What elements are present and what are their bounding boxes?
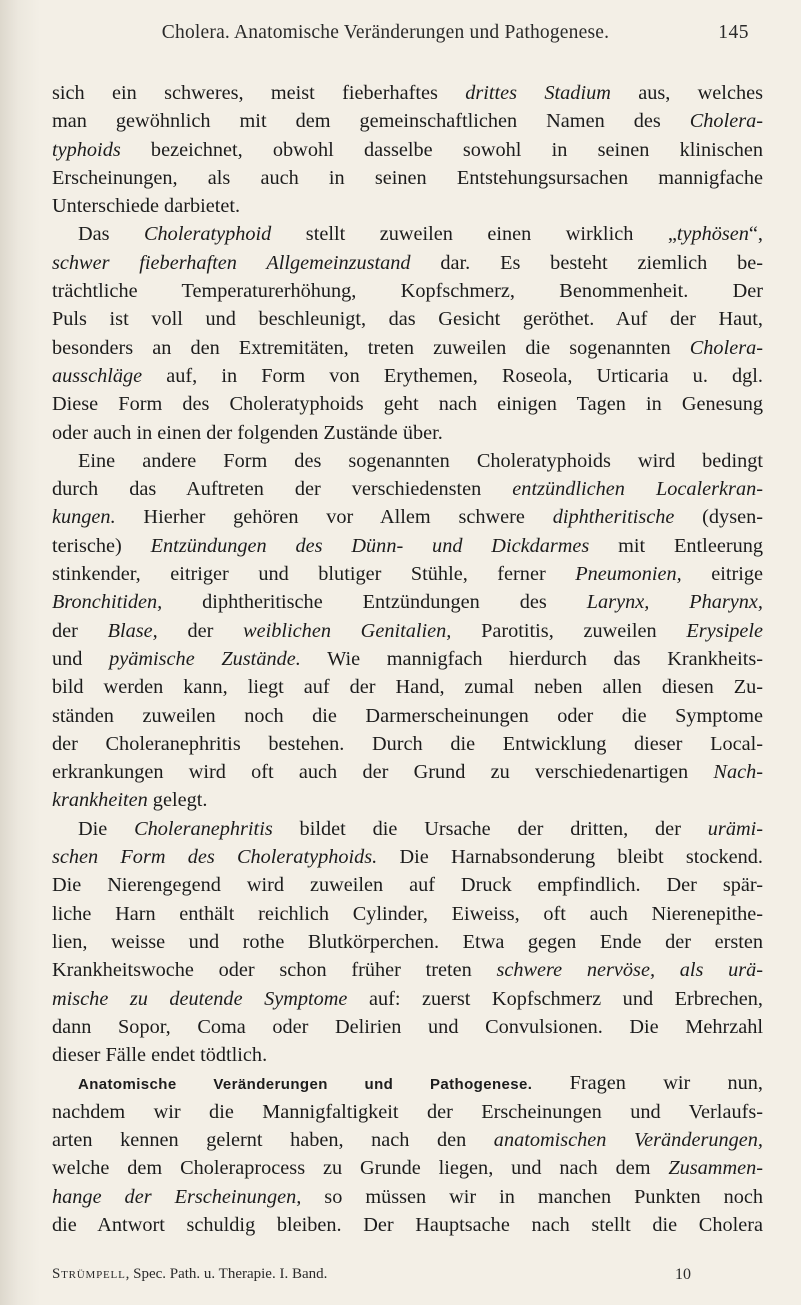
- text-line: [52, 136, 763, 164]
- emphasized-text: entzündlichen Localerkran-: [512, 478, 763, 501]
- text-line: [52, 645, 763, 673]
- text-line: [52, 334, 763, 362]
- text-segment: bild werden kann, liegt auf der Hand, zumal neben allen diesen Zu-: [52, 676, 763, 699]
- text-segment: durch das Auftreten der verschiedensten: [52, 478, 513, 501]
- body-text: [52, 79, 763, 1239]
- text-segment: arten kennen gelernt haben, nach den: [52, 1128, 494, 1151]
- emphasized-text: typhoids: [52, 138, 121, 161]
- text-segment: sich ein schweres, meist fieberhaftes: [52, 82, 466, 104]
- text-line: [52, 277, 763, 305]
- text-segment: Puls ist voll und beschleunigt, das Gesicht geröthet. Auf der Haut,: [52, 308, 763, 331]
- text-segment: aus, welches: [610, 82, 763, 104]
- emphasized-text: weiblichen Genitalien,: [243, 619, 452, 642]
- page-number: 145: [718, 22, 749, 43]
- emphasized-text: Cholera-: [689, 110, 763, 133]
- footer-source: , Spec. Path. u. Therapie. I. Band.: [125, 1266, 328, 1282]
- text-segment: Wie mannigfach hierdurch das Krankheits-: [300, 647, 763, 670]
- running-header: [92, 22, 749, 58]
- text-segment: liche Harn enthält reichlich Cylinder, Eiweiss, oft auch Nierenepithe-: [52, 902, 763, 925]
- emphasized-text: anatomischen Veränderungen,: [493, 1128, 763, 1151]
- text-segment: Erscheinungen, als auch in seinen Entstehungsursachen mannigfache: [52, 166, 763, 189]
- emphasized-text: krankheiten: [52, 789, 148, 812]
- text-segment: auf: zuerst Kopfschmerz und Erbrechen,: [347, 987, 763, 1010]
- text-segment: die Antwort schuldig bleiben. Der Hauptsache nach stellt die Cholera: [52, 1213, 763, 1236]
- emphasized-text: drittes Stadium: [465, 82, 611, 104]
- text-segment: dieser Fälle endet tödtlich.: [52, 1044, 268, 1067]
- emphasized-text: Blase,: [107, 619, 158, 642]
- text-line: [52, 1013, 763, 1041]
- emphasized-text: ausschläge: [52, 364, 143, 387]
- text-line: [52, 107, 763, 135]
- emphasized-text: mische zu deutende Symptome: [52, 987, 348, 1010]
- text-line: [52, 164, 763, 192]
- text-segment: oder auch in einen der folgenden Zustände über.: [52, 421, 443, 444]
- text-segment: nachdem wir die Mannigfaltigkeit der Erscheinungen und Verlaufs-: [52, 1100, 763, 1123]
- text-line: [52, 1183, 763, 1211]
- text-line: [52, 390, 763, 418]
- emphasized-text: Larynx, Pharynx,: [586, 591, 764, 614]
- text-segment: terische): [52, 534, 151, 557]
- emphasized-text: Cholera-: [689, 336, 763, 359]
- text-segment: Unterschiede darbietet.: [52, 195, 241, 218]
- text-segment: Die Nierengegend wird zuweilen auf Druck empfindlich. Der spär-: [52, 874, 763, 897]
- text-segment: Diese Form des Choleratyphoids geht nach einigen Tagen in Genesung: [52, 393, 763, 416]
- text-line: [52, 617, 763, 645]
- emphasized-text: Bronchitiden,: [52, 591, 163, 614]
- emphasized-text: schwer fieberhaften Allgemeinzustand: [52, 251, 411, 274]
- emphasized-text: diphtheritische: [552, 506, 675, 529]
- text-line: [52, 985, 763, 1013]
- text-segment: bezeichnet, obwohl dasselbe sowohl in seinen klinischen: [120, 138, 763, 161]
- text-line: [52, 1154, 763, 1182]
- text-line: [52, 362, 763, 390]
- text-line: [52, 815, 763, 843]
- text-line: [52, 475, 763, 503]
- text-segment: Parotitis, zuweilen: [451, 619, 687, 642]
- text-segment: Eine andere Form des sogenannten Choleratyphoids wird bedingt: [78, 449, 763, 472]
- text-line: [52, 560, 763, 588]
- text-segment: ständen zuweilen noch die Darmerscheinungen oder die Symptome: [52, 704, 763, 727]
- text-line: [52, 786, 763, 814]
- text-segment: gelegt.: [147, 789, 208, 812]
- text-line: [52, 1069, 763, 1097]
- emphasized-text: Entzündungen des Dünn- und Dickdarmes: [150, 534, 590, 557]
- text-segment: der Choleranephritis bestehen. Durch die Entwicklung dieser Local-: [52, 732, 763, 755]
- text-segment: eitrige: [681, 563, 764, 586]
- text-segment: stinkender, eitriger und blutiger Stühle, ferner: [52, 563, 576, 586]
- emphasized-text: Choleratyphoid: [144, 223, 272, 246]
- text-segment: “,: [748, 223, 763, 246]
- text-segment: Hierher gehören vor Allem schwere: [115, 506, 553, 529]
- emphasized-text: Pneumonien,: [575, 563, 682, 586]
- text-line: [52, 928, 763, 956]
- emphasized-text: Nach-: [713, 761, 763, 784]
- text-line: [52, 588, 763, 616]
- section-side-heading: Anatomische Veränderungen und Pathogenese.: [78, 1076, 533, 1094]
- text-segment: besonders an den Extremitäten, treten zuweilen die sogenannten: [52, 336, 690, 359]
- text-line: [52, 871, 763, 899]
- text-segment: bildet die Ursache der dritten, der: [272, 817, 708, 840]
- signature-mark: 10: [675, 1266, 691, 1283]
- footer-author: Strümpell: [52, 1266, 126, 1282]
- text-line: [52, 758, 763, 786]
- text-line: [52, 249, 763, 277]
- text-segment: dar. Es besteht ziemlich be-: [410, 251, 763, 274]
- text-segment: Die: [78, 817, 135, 840]
- text-segment: dann Sopor, Coma oder Delirien und Convulsionen. Die Mehrzahl: [52, 1015, 763, 1038]
- text-line: [52, 532, 763, 560]
- emphasized-text: Choleranephritis: [134, 817, 273, 840]
- emphasized-text: typhösen: [676, 223, 749, 246]
- emphasized-text: kungen.: [52, 506, 116, 529]
- text-segment: (dysen-: [674, 506, 763, 529]
- text-line: [52, 956, 763, 984]
- text-segment: trächtliche Temperaturerhöhung, Kopfschmerz, Benommenheit. Der: [52, 280, 763, 303]
- text-segment: erkrankungen wird oft auch der Grund zu verschiedenartigen: [52, 761, 714, 784]
- emphasized-text: Zusammen-: [668, 1157, 763, 1180]
- emphasized-text: schwere nervöse, als urä-: [496, 959, 763, 982]
- text-segment: auf, in Form von Erythemen, Roseola, Urticaria u. dgl.: [142, 364, 763, 387]
- running-title: Cholera. Anatomische Veränderungen und Pathogenese.: [161, 22, 610, 43]
- text-line: [52, 702, 763, 730]
- text-segment: stellt zuweilen einen wirklich „: [271, 223, 677, 246]
- text-line: [52, 1098, 763, 1126]
- text-segment: Die Harnabsonderung bleibt stockend.: [377, 846, 763, 869]
- text-line: [52, 1126, 763, 1154]
- text-segment: welche dem Choleraprocess zu Grunde liegen, und nach dem: [52, 1157, 669, 1180]
- text-segment: mit Entleerung: [589, 534, 763, 557]
- text-line: [52, 192, 763, 220]
- emphasized-text: pyämische Zustände.: [109, 647, 301, 670]
- text-segment: der: [52, 619, 108, 642]
- text-line: [52, 730, 763, 758]
- text-line: [52, 900, 763, 928]
- text-segment: so müssen wir in manchen Punkten noch: [301, 1185, 764, 1208]
- emphasized-text: Erysipele: [686, 619, 764, 642]
- text-segment: Krankheitswoche oder schon früher treten: [52, 959, 497, 982]
- text-segment: Fragen wir nun,: [532, 1072, 763, 1095]
- text-segment: lien, weisse und rothe Blutkörperchen. Etwa gegen Ende der ersten: [52, 930, 763, 953]
- text-segment: diphtheritische Entzündungen des: [162, 591, 587, 614]
- text-line: [52, 305, 763, 333]
- text-line: [52, 503, 763, 531]
- text-segment: der: [157, 619, 244, 642]
- text-line: [52, 843, 763, 871]
- text-line: [52, 1041, 763, 1069]
- emphasized-text: schen Form des Choleratyphoids.: [52, 846, 378, 869]
- page-footer: [52, 1266, 763, 1288]
- text-line: [52, 1211, 763, 1239]
- text-line: [52, 419, 763, 447]
- text-segment: man gewöhnlich mit dem gemeinschaftlichen Namen des: [52, 110, 690, 133]
- text-line: [52, 79, 763, 107]
- text-line: [52, 220, 763, 248]
- text-line: [52, 673, 763, 701]
- text-segment: Das: [78, 223, 145, 246]
- emphasized-text: urämi-: [707, 817, 763, 840]
- emphasized-text: hange der Erscheinungen,: [52, 1185, 302, 1208]
- text-segment: und: [52, 647, 110, 670]
- text-line: [52, 447, 763, 475]
